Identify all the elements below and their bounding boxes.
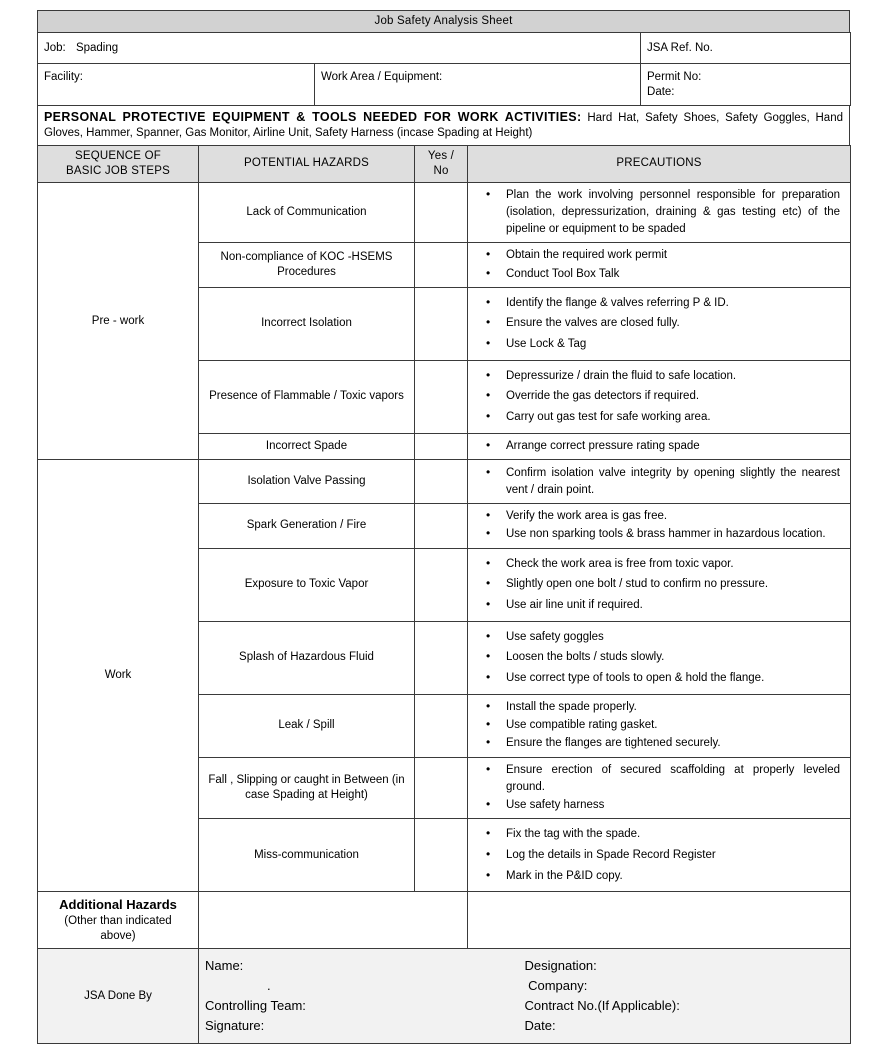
precaution-item: • Carry out gas test for safe working area. xyxy=(504,409,844,426)
precaution-item: • Install the spade properly. xyxy=(504,699,844,716)
yesno-cell[interactable] xyxy=(415,548,468,621)
ppe-row xyxy=(38,106,850,145)
precautions-cell xyxy=(468,757,851,819)
precautions-list xyxy=(474,556,844,614)
work-area-label: Work Area / Equipment: xyxy=(321,71,443,84)
ppe-items: Hard Hat, Safety Shoes, Safety Goggles, Hand Gloves, Hammer, Spanner, Gas Monitor, Airline Unit, Safety Harness (incase Spading at Height) xyxy=(44,112,843,140)
col-header-yesno-line2: No xyxy=(433,164,449,177)
col-header-hazards: POTENTIAL HAZARDS xyxy=(199,145,415,182)
jsa-ref-label: JSA Ref. No. xyxy=(647,41,713,54)
hazard-cell: Presence of Flammable / Toxic vapors xyxy=(199,360,415,433)
precautions-list xyxy=(474,465,844,498)
col-header-sequence-line2: BASIC JOB STEPS xyxy=(66,164,170,177)
precautions-cell xyxy=(468,819,851,892)
table-row xyxy=(38,460,851,503)
precaution-item: • Loosen the bolts / studs slowly. xyxy=(504,649,844,666)
additional-hazards-label: Additional Hazards xyxy=(59,897,177,913)
precautions-cell xyxy=(468,548,851,621)
precaution-item: • Verify the work area is gas free. xyxy=(504,508,844,525)
jsa-done-by-table xyxy=(37,948,851,1044)
precautions-cell xyxy=(468,182,851,242)
precaution-item: • Use safety harness xyxy=(504,797,844,814)
precautions-list xyxy=(474,368,844,426)
col-header-yesno-line1: Yes / xyxy=(427,149,455,162)
hazard-cell: Exposure to Toxic Vapor xyxy=(199,548,415,621)
name-field-label[interactable]: Name: xyxy=(205,957,244,973)
additional-hazards-label-cell xyxy=(38,892,199,949)
work-area-cell[interactable] xyxy=(315,64,641,106)
yesno-cell[interactable] xyxy=(415,242,468,287)
ppe-heading: PERSONAL PROTECTIVE EQUIPMENT & TOOLS NEEDED FOR WORK ACTIVITIES: xyxy=(44,110,582,125)
precaution-item: • Use safety goggles xyxy=(504,629,844,646)
additional-hazards-sublabel-2: above) xyxy=(100,929,136,942)
jsa-main-table xyxy=(37,145,851,893)
hazard-cell: Lack of Communication xyxy=(199,182,415,242)
precautions-cell xyxy=(468,694,851,757)
precautions-list xyxy=(474,438,844,455)
precaution-item: • Arrange correct pressure rating spade xyxy=(504,438,844,455)
additional-hazards-sublabel-1: (Other than indicated xyxy=(64,914,172,927)
precautions-cell xyxy=(468,287,851,360)
precaution-item: • Check the work area is free from toxic vapor. xyxy=(504,556,844,573)
precaution-item: • Use air line unit if required. xyxy=(504,597,844,614)
hazard-cell: Fall , Slipping or caught in Between (in case Spading at Height) xyxy=(199,757,415,819)
precautions-list xyxy=(474,762,844,814)
signature-block xyxy=(199,949,851,1044)
table-row xyxy=(38,182,851,242)
precautions-list xyxy=(474,629,844,687)
controlling-team-field-label[interactable]: Controlling Team: xyxy=(205,998,306,1014)
col-header-yesno xyxy=(415,145,468,182)
job-row xyxy=(38,33,851,64)
hazard-cell: Non-compliance of KOC -HSEMS Procedures xyxy=(199,242,415,287)
yesno-cell[interactable] xyxy=(415,360,468,433)
facility-label: Facility: xyxy=(44,71,83,84)
additional-hazards-table xyxy=(37,891,851,949)
precaution-item: • Ensure the valves are closed fully. xyxy=(504,315,844,332)
yesno-cell[interactable] xyxy=(415,621,468,694)
precaution-item: • Obtain the required work permit xyxy=(504,247,844,264)
yesno-cell[interactable] xyxy=(415,433,468,460)
jsa-ref-cell[interactable] xyxy=(641,33,851,64)
ppe-cell xyxy=(38,106,850,145)
yesno-cell[interactable] xyxy=(415,503,468,548)
precaution-item: • Use Lock & Tag xyxy=(504,336,844,353)
ppe-table xyxy=(37,105,850,145)
additional-hazards-input-left[interactable] xyxy=(199,892,468,949)
hazard-cell: Incorrect Spade xyxy=(199,433,415,460)
col-header-sequence xyxy=(38,145,199,182)
precautions-cell xyxy=(468,433,851,460)
title-row xyxy=(38,11,850,33)
precautions-list xyxy=(474,508,844,543)
hazard-cell: Spark Generation / Fire xyxy=(199,503,415,548)
signature-field-label[interactable]: Signature: xyxy=(205,1018,265,1034)
hazard-cell: Miss-communication xyxy=(199,819,415,892)
meta-table xyxy=(37,32,851,106)
precaution-item: • Plan the work involving personnel responsible for preparation (isolation, depressurization, draining & gas testing etc) of the pipeline or equipment to be spaded xyxy=(504,187,844,237)
additional-hazards-input-right[interactable] xyxy=(468,892,851,949)
precaution-item: • Depressurize / drain the fluid to safe location. xyxy=(504,368,844,385)
hazard-cell: Leak / Spill xyxy=(199,694,415,757)
precautions-list xyxy=(474,826,844,884)
facility-row xyxy=(38,64,851,106)
yesno-cell[interactable] xyxy=(415,819,468,892)
precautions-cell xyxy=(468,242,851,287)
table-body xyxy=(38,182,851,891)
jsa-done-by-row xyxy=(38,949,851,1044)
job-step-work: Work xyxy=(38,460,199,892)
date-field-label[interactable]: Date: xyxy=(524,1018,556,1034)
col-header-sequence-line1: SEQUENCE OF xyxy=(75,149,161,162)
yesno-cell[interactable] xyxy=(415,287,468,360)
precaution-item: • Log the details in Spade Record Register xyxy=(504,847,844,864)
precautions-cell xyxy=(468,360,851,433)
yesno-cell[interactable] xyxy=(415,757,468,819)
yesno-cell[interactable] xyxy=(415,460,468,503)
permit-no-label: Permit No: xyxy=(647,71,702,84)
jsa-done-by-label: JSA Done By xyxy=(38,949,199,1044)
title-table xyxy=(37,10,850,33)
additional-hazards-row xyxy=(38,892,851,949)
col-header-precautions: PRECAUTIONS xyxy=(468,145,851,182)
precaution-item: • Ensure the flanges are tightened securely. xyxy=(504,735,844,752)
hazard-cell: Isolation Valve Passing xyxy=(199,460,415,503)
signature-left-column xyxy=(205,956,525,1037)
yesno-cell[interactable] xyxy=(415,182,468,242)
company-field-label[interactable]: Company: xyxy=(524,978,588,994)
precautions-cell xyxy=(468,503,851,548)
permit-date-label: Date: xyxy=(647,86,675,99)
precaution-item: • Identify the flange & valves referring P & ID. xyxy=(504,295,844,312)
precaution-item: • Mark in the P&ID copy. xyxy=(504,868,844,885)
precautions-list xyxy=(474,187,844,237)
precautions-list xyxy=(474,295,844,353)
job-cell[interactable] xyxy=(38,33,641,64)
precautions-cell xyxy=(468,621,851,694)
precautions-cell xyxy=(468,460,851,503)
table-header xyxy=(38,145,851,182)
precaution-item: • Override the gas detectors if required. xyxy=(504,388,844,405)
job-label: Job: xyxy=(44,41,66,54)
precaution-item: • Fix the tag with the spade. xyxy=(504,826,844,843)
job-step-pre-work: Pre - work xyxy=(38,182,199,460)
precaution-item: • Ensure erection of secured scaffolding at properly leveled ground. xyxy=(504,762,844,795)
precaution-item: • Use correct type of tools to open & hold the flange. xyxy=(504,670,844,687)
contract-no-field-label[interactable]: Contract No.(If Applicable): xyxy=(524,998,680,1014)
yesno-cell[interactable] xyxy=(415,694,468,757)
signature-dot: . xyxy=(267,978,271,994)
precautions-list xyxy=(474,247,844,282)
precaution-item: • Confirm isolation valve integrity by opening slightly the nearest vent / drain point. xyxy=(504,465,844,498)
precautions-list xyxy=(474,699,844,752)
precaution-item: • Slightly open one bolt / stud to confirm no pressure. xyxy=(504,576,844,593)
hazard-cell: Incorrect Isolation xyxy=(199,287,415,360)
precaution-item: • Use compatible rating gasket. xyxy=(504,717,844,734)
permit-cell[interactable] xyxy=(641,64,851,106)
precaution-item: • Conduct Tool Box Talk xyxy=(504,266,844,283)
signature-right-column xyxy=(525,956,845,1037)
facility-cell[interactable] xyxy=(38,64,315,106)
precaution-item: • Use non sparking tools & brass hammer in hazardous location. xyxy=(504,526,844,543)
hazard-cell: Splash of Hazardous Fluid xyxy=(199,621,415,694)
header-row xyxy=(38,145,851,182)
job-value: Spading xyxy=(75,41,119,54)
page-title: Job Safety Analysis Sheet xyxy=(38,11,850,33)
designation-field-label[interactable]: Designation: xyxy=(524,957,597,973)
